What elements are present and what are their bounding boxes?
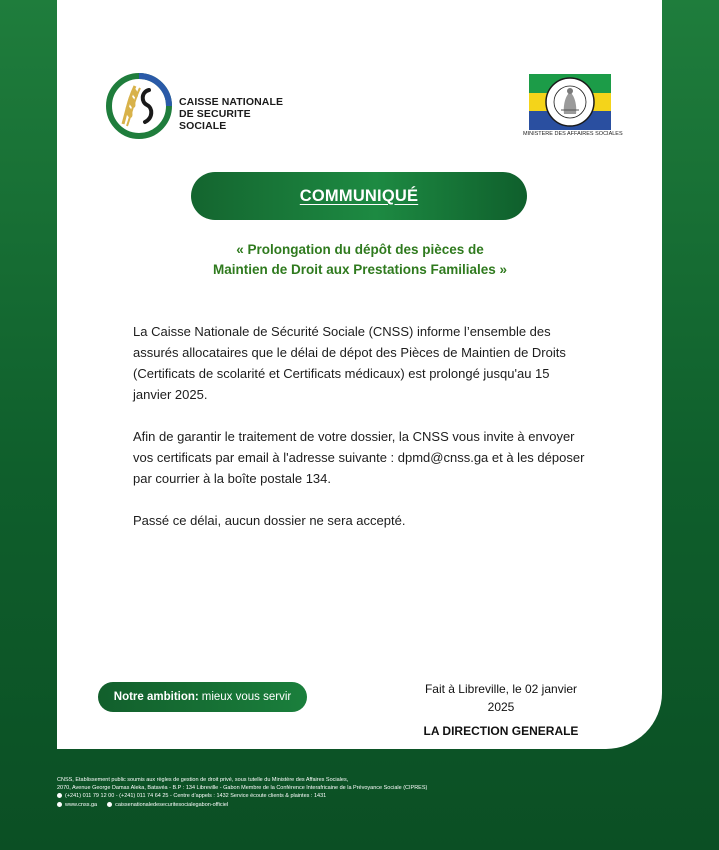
facebook-icon	[107, 802, 112, 807]
cnss-logo	[105, 72, 295, 144]
communique-page	[57, 0, 662, 749]
org-name-line2: DE SECURITE SOCIALE	[179, 108, 251, 132]
communique-title-banner	[191, 172, 527, 220]
signature-title: LA DIRECTION GENERALE	[423, 724, 579, 738]
subject-line1: « Prolongation du dépôt des pièces de	[236, 242, 484, 257]
communique-body	[133, 321, 591, 552]
ministry-name: MINISTERE DES AFFAIRES SOCIALES	[523, 131, 623, 137]
footer-facebook[interactable]: caissenationaledesecuritesocialegabon-officiel	[115, 801, 229, 808]
phone-icon	[57, 793, 62, 798]
body-paragraph-1: La Caisse Nationale de Sécurité Sociale (CNSS) informe l’ensemble des assurés allocataires que le délai de dépot des Pièces de Maintien de Droits (Certificats de scolarité et Certificats médicaux) est prolongé jusqu'au 15 janvier 2025.	[133, 324, 566, 402]
cnss-emblem-icon	[105, 72, 173, 140]
footer	[57, 776, 697, 809]
signoff-block	[411, 680, 591, 740]
ambition-badge	[98, 682, 307, 712]
footer-web-row	[57, 801, 697, 809]
org-name-line1: CAISSE NATIONALE	[179, 96, 284, 108]
place-date: Fait à Libreville, le 02 janvier 2025	[424, 682, 578, 714]
org-name	[179, 96, 295, 132]
body-paragraph-3: Passé ce délai, aucun dossier ne sera accepté.	[133, 513, 406, 528]
communique-title: COMMUNIQUÉ	[299, 186, 419, 205]
footer-line2: 2070, Avenue George Damas Aleka, Batavéa - B.P : 134 Libreville - Gabon Membre de la Conférence Interafricaine de la Prévoyance Sociale (CIPRES)	[57, 785, 428, 792]
subject-line2: Maintien de Droit aux Prestations Familiales »	[212, 262, 508, 277]
body-paragraph-2: Afin de garantir le traitement de votre dossier, la CNSS vous invite à envoyer vos certificats par email à l'adresse suivante : dpmd@cnss.ga et à les déposer par courrier à la boîte postale 134.	[133, 429, 585, 486]
ministry-logo	[523, 74, 623, 140]
globe-icon	[57, 802, 62, 807]
footer-phone: (+241) 011 79 12 00 - (+241) 011 74 64 25 - Centre d’appels : 1432 Service écoute clients & plaintes : 1431	[65, 793, 327, 800]
footer-line1: CNSS, Etablissement public soumis aux règles de gestion de droit privé, sous tutelle du Ministère des Affaires Sociales,	[57, 777, 349, 783]
communique-subject	[117, 240, 603, 280]
ambition-label: Notre ambition:	[113, 691, 199, 703]
ambition-text: mieux vous servir	[201, 691, 292, 703]
gabon-flag-seal-icon	[529, 74, 611, 130]
footer-website[interactable]: www.cnss.ga	[65, 801, 98, 808]
footer-phone-row	[57, 792, 697, 800]
